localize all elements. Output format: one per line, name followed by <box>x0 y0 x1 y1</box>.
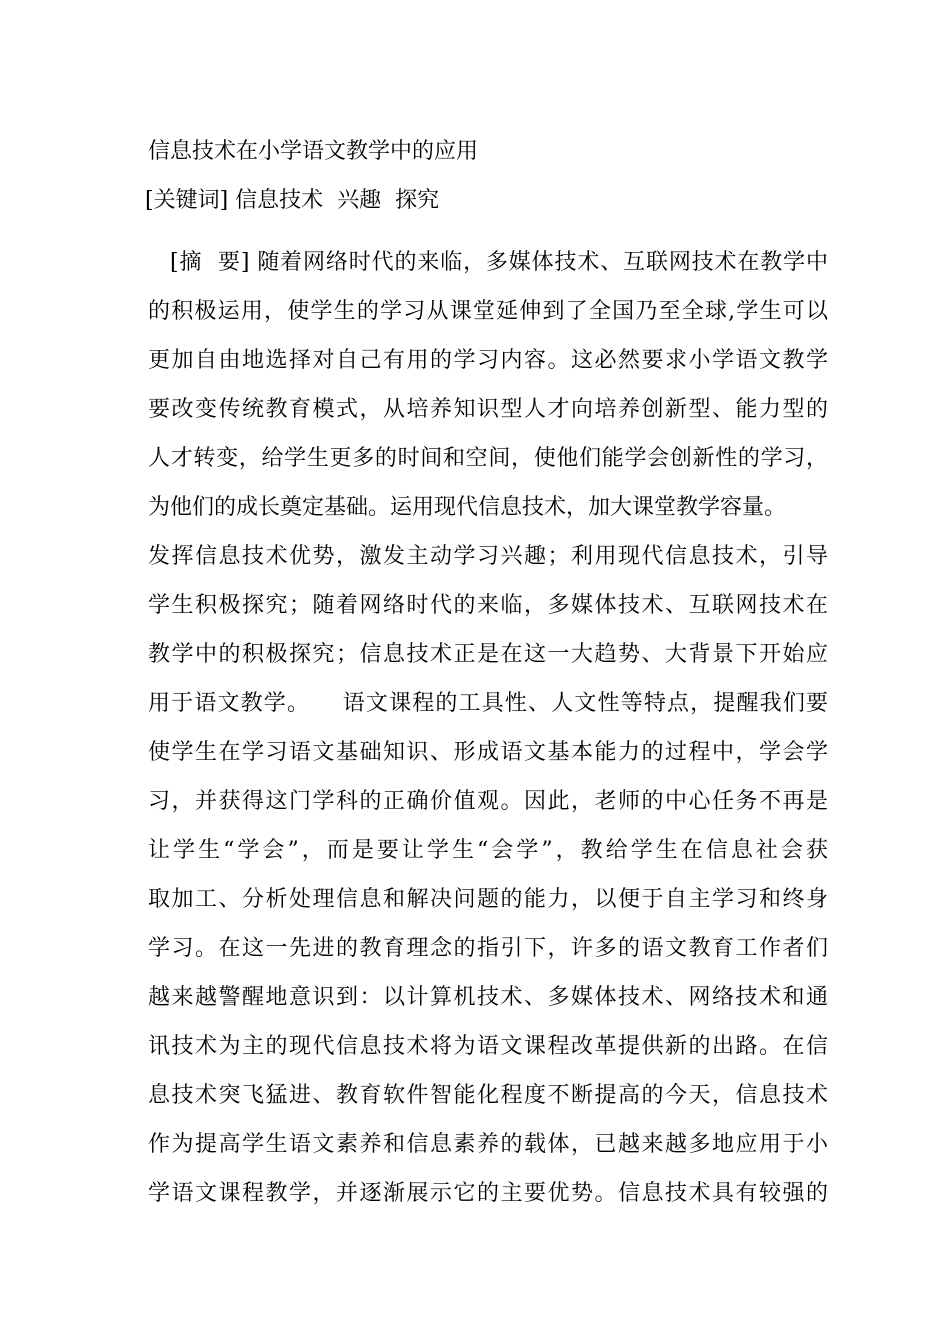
text-line: 的积极运用，使学生的学习从课堂延伸到了全国乃至全球,学生可以 <box>148 299 828 324</box>
text-line: 越来越警醒地意识到：以计算机技术、多媒体技术、网络技术和通 <box>148 985 828 1010</box>
text-line: 教学中的积极探究；信息技术正是在这一大趋势、大背景下开始应 <box>148 642 828 667</box>
document-title: 信息技术在小学语文教学中的应用 <box>148 139 479 164</box>
text-line: 作为提高学生语文素养和信息素养的载体，已越来越多地应用于小 <box>148 1132 828 1157</box>
text-line: [摘 要] 随着网络时代的来临，多媒体技术、互联网技术在教学中 <box>170 250 828 275</box>
text-line: 学生积极探究；随着网络时代的来临，多媒体技术、互联网技术在 <box>148 593 828 618</box>
text-line: 要改变传统教育模式，从培养知识型人才向培养创新型、能力型的 <box>148 397 828 422</box>
text-line: 为他们的成长奠定基础。运用现代信息技术，加大课堂教学容量。 <box>148 495 787 520</box>
text-line: 人才转变，给学生更多的时间和空间，使他们能学会创新性的学习， <box>148 446 828 471</box>
text-line: 学语文课程教学，并逐渐展示它的主要优势。信息技术具有较强的 <box>148 1181 828 1206</box>
text-line: 习，并获得这门学科的正确价值观。因此，老师的中心任务不再是 <box>148 789 828 814</box>
keywords-line: [关键词] 信息技术 兴趣 探究 <box>145 188 440 213</box>
text-line: 使学生在学习语文基础知识、形成语文基本能力的过程中，学会学 <box>148 740 828 765</box>
text-line: 取加工、分析处理信息和解决问题的能力，以便于自主学习和终身 <box>148 887 828 912</box>
text-line: 讯技术为主的现代信息技术将为语文课程改革提供新的出路。在信 <box>148 1034 828 1059</box>
text-line: 学习。在这一先进的教育理念的指引下，许多的语文教育工作者们 <box>148 936 828 961</box>
text-line: 用于语文教学。 语文课程的工具性、人文性等特点，提醒我们要 <box>148 691 828 716</box>
text-line: 息技术突飞猛进、教育软件智能化程度不断提高的今天，信息技术 <box>148 1083 828 1108</box>
abstract-body <box>148 238 828 1218</box>
text-line: 发挥信息技术优势，激发主动学习兴趣；利用现代信息技术，引导 <box>148 544 828 569</box>
text-line: 让学生“学会”，而是要让学生“会学”，教给学生在信息社会获 <box>148 838 828 863</box>
text-line: 更加自由地选择对自己有用的学习内容。这必然要求小学语文教学 <box>148 348 828 373</box>
